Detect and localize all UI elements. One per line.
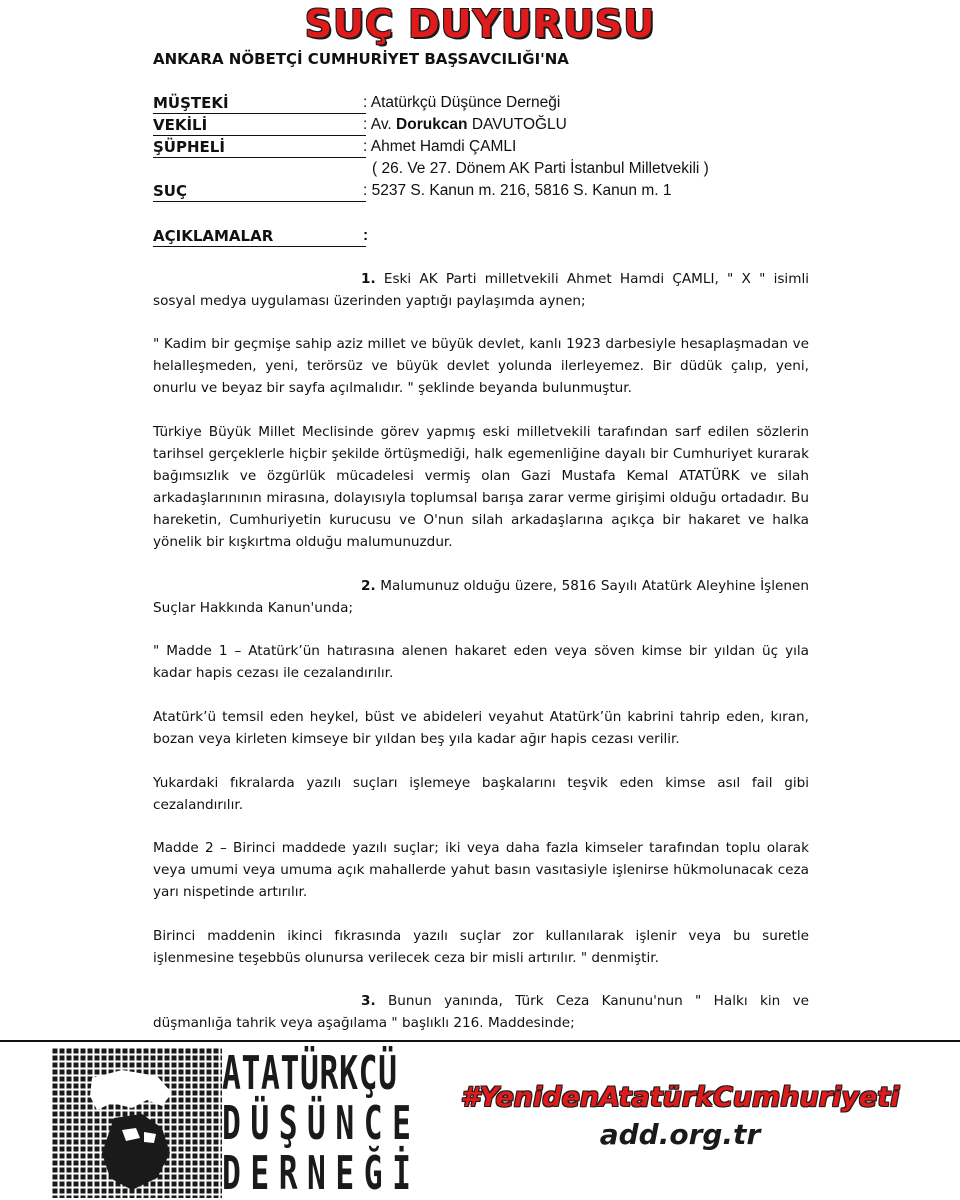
- ataturk-silhouette-icon: [52, 1048, 222, 1198]
- crime-value: : 5237 S. Kanun m. 216, 5816 S. Kanun m. 1: [363, 182, 672, 199]
- attorney-first-name: Dorukcan: [396, 116, 468, 133]
- paragraph-2: " Kadim bir geçmişe sahip aziz millet ve büyük devlet, kanlı 1923 darbesiyle hesaplaşmadan ve helalleşmeden, yeni, terörsüz ve büyük devlet yolunda ilerleyemez. Bir düdük çalıp, yeni, onurlu ve beyaz bir sayfa açılmalıdır. " şeklinde beyanda bulunmuştur.: [153, 336, 809, 396]
- footer-website-link[interactable]: add.org.tr: [599, 1118, 761, 1151]
- explanations-colon: :: [363, 227, 369, 244]
- paragraph-10: [153, 990, 809, 1034]
- suspect-value: : Ahmet Hamdi ÇAMLI: [363, 138, 517, 155]
- document-title: SUÇ DUYURUSU: [304, 2, 656, 46]
- paragraph-7: Yukardaki fıkralarda yazılı suçları işlemeye başkalarını teşvik eden kimse asıl fail gibi cezalandırılır.: [153, 775, 809, 813]
- paragraph-1-text: Eski AK Parti milletvekili Ahmet Hamdi ÇAMLI, " X " isimli sosyal medya uygulaması üzerinden yaptığı paylaşımda aynen;: [153, 271, 809, 309]
- paragraph-4: [153, 575, 809, 619]
- association-logo: [52, 1046, 421, 1200]
- suspect-note: ( 26. Ve 27. Dönem AK Parti İstanbul Milletvekili ): [372, 160, 709, 177]
- logo-line-1: ATATÜRKÇÜ: [222, 1046, 398, 1100]
- complainant-value: : Atatürkçü Düşünce Derneği: [363, 94, 561, 111]
- paragraph-4-number: 2.: [361, 578, 376, 594]
- explanations-label: AÇIKLAMALAR: [153, 226, 366, 247]
- paragraph-6: Atatürk’ü temsil eden heykel, büst ve abideleri veyahut Atatürk’ün kabrini tahrip eden, kıran, bozan veya kirleten kimseye bir yıldan beş yıla kadar ağır hapis cezası verilir.: [153, 709, 809, 747]
- paragraph-1: [153, 268, 809, 312]
- attorney-label: VEKİLİ: [153, 115, 366, 136]
- paragraph-5: " Madde 1 – Atatürk’ün hatırasına alenen hakaret eden veya söven kimse bir yıldan üç yıla kadar hapis cezası ile cezalandırılır.: [153, 643, 809, 681]
- attorney-prefix: : Av.: [363, 116, 397, 133]
- paragraph-10-text: Bunun yanında, Türk Ceza Kanunu'nun " Halkı kin ve düşmanlığa tahrik veya aşağılama " başlıklı 216. Maddesinde;: [153, 993, 809, 1031]
- complainant-label: MÜŞTEKİ: [153, 93, 366, 114]
- logo-text: [222, 1046, 421, 1200]
- paragraph-4-text: Malumunuz olduğu üzere, 5816 Sayılı Atatürk Aleyhine İşlenen Suçlar Hakkında Kanun'unda;: [153, 578, 809, 616]
- paragraph-1-number: 1.: [361, 271, 376, 287]
- footer-divider: [0, 1040, 960, 1042]
- footer-hashtag: #YenidenAtatürkCumhuriyeti: [460, 1082, 900, 1113]
- paragraph-3: Türkiye Büyük Millet Meclisinde görev yapmış eski milletvekili tarafından sarf edilen sözlerin tarihsel gerçeklerle hiçbir şekilde örtüşmediği, halk egemenliğine dayalı bir Cumhuriyet kurarak bağımsızlık ve özgürlük mücadelesi vermiş olan Gazi Mustafa Kemal ATATÜRK ve silah arkadaşlarınının mirasına, dolayısıyla toplumsal barışa zarar verme girişimi olduğu ortadadır. Bu hareketin, Cumhuriyetin kurucusu ve O'nun silah arkadaşlarına açıkça bir hakaret ve halka yönelik bir kışkırtma olduğu malumunuzdur.: [153, 424, 809, 550]
- paragraph-8: Madde 2 – Birinci maddede yazılı suçlar; iki veya daha fazla kimseler tarafından toplu olarak veya umumi veya umuma açık mahallerde yahut basın vasıtasiyle işlenirse hükmolunacak ceza yarı nispetinde artırılır.: [153, 840, 809, 900]
- attorney-value: [363, 115, 567, 135]
- suspect-label: ŞÜPHELİ: [153, 137, 366, 158]
- logo-line-2: DÜŞÜNCE: [222, 1096, 421, 1150]
- crime-label: SUÇ: [153, 181, 366, 202]
- addressee: ANKARA NÖBETÇİ CUMHURİYET BAŞSAVCILIĞI'NA: [153, 50, 569, 68]
- paragraph-10-number: 3.: [361, 993, 376, 1009]
- logo-line-3: DERNEĞİ: [222, 1146, 421, 1200]
- attorney-last-name: DAVUTOĞLU: [467, 116, 567, 133]
- paragraph-9: Birinci maddenin ikinci fıkrasında yazılı suçlar zor kullanılarak işlenir veya bu suretle işlenmesine teşebbüs olunursa verilecek ceza bir misli artırılır. " denmiştir.: [153, 928, 809, 966]
